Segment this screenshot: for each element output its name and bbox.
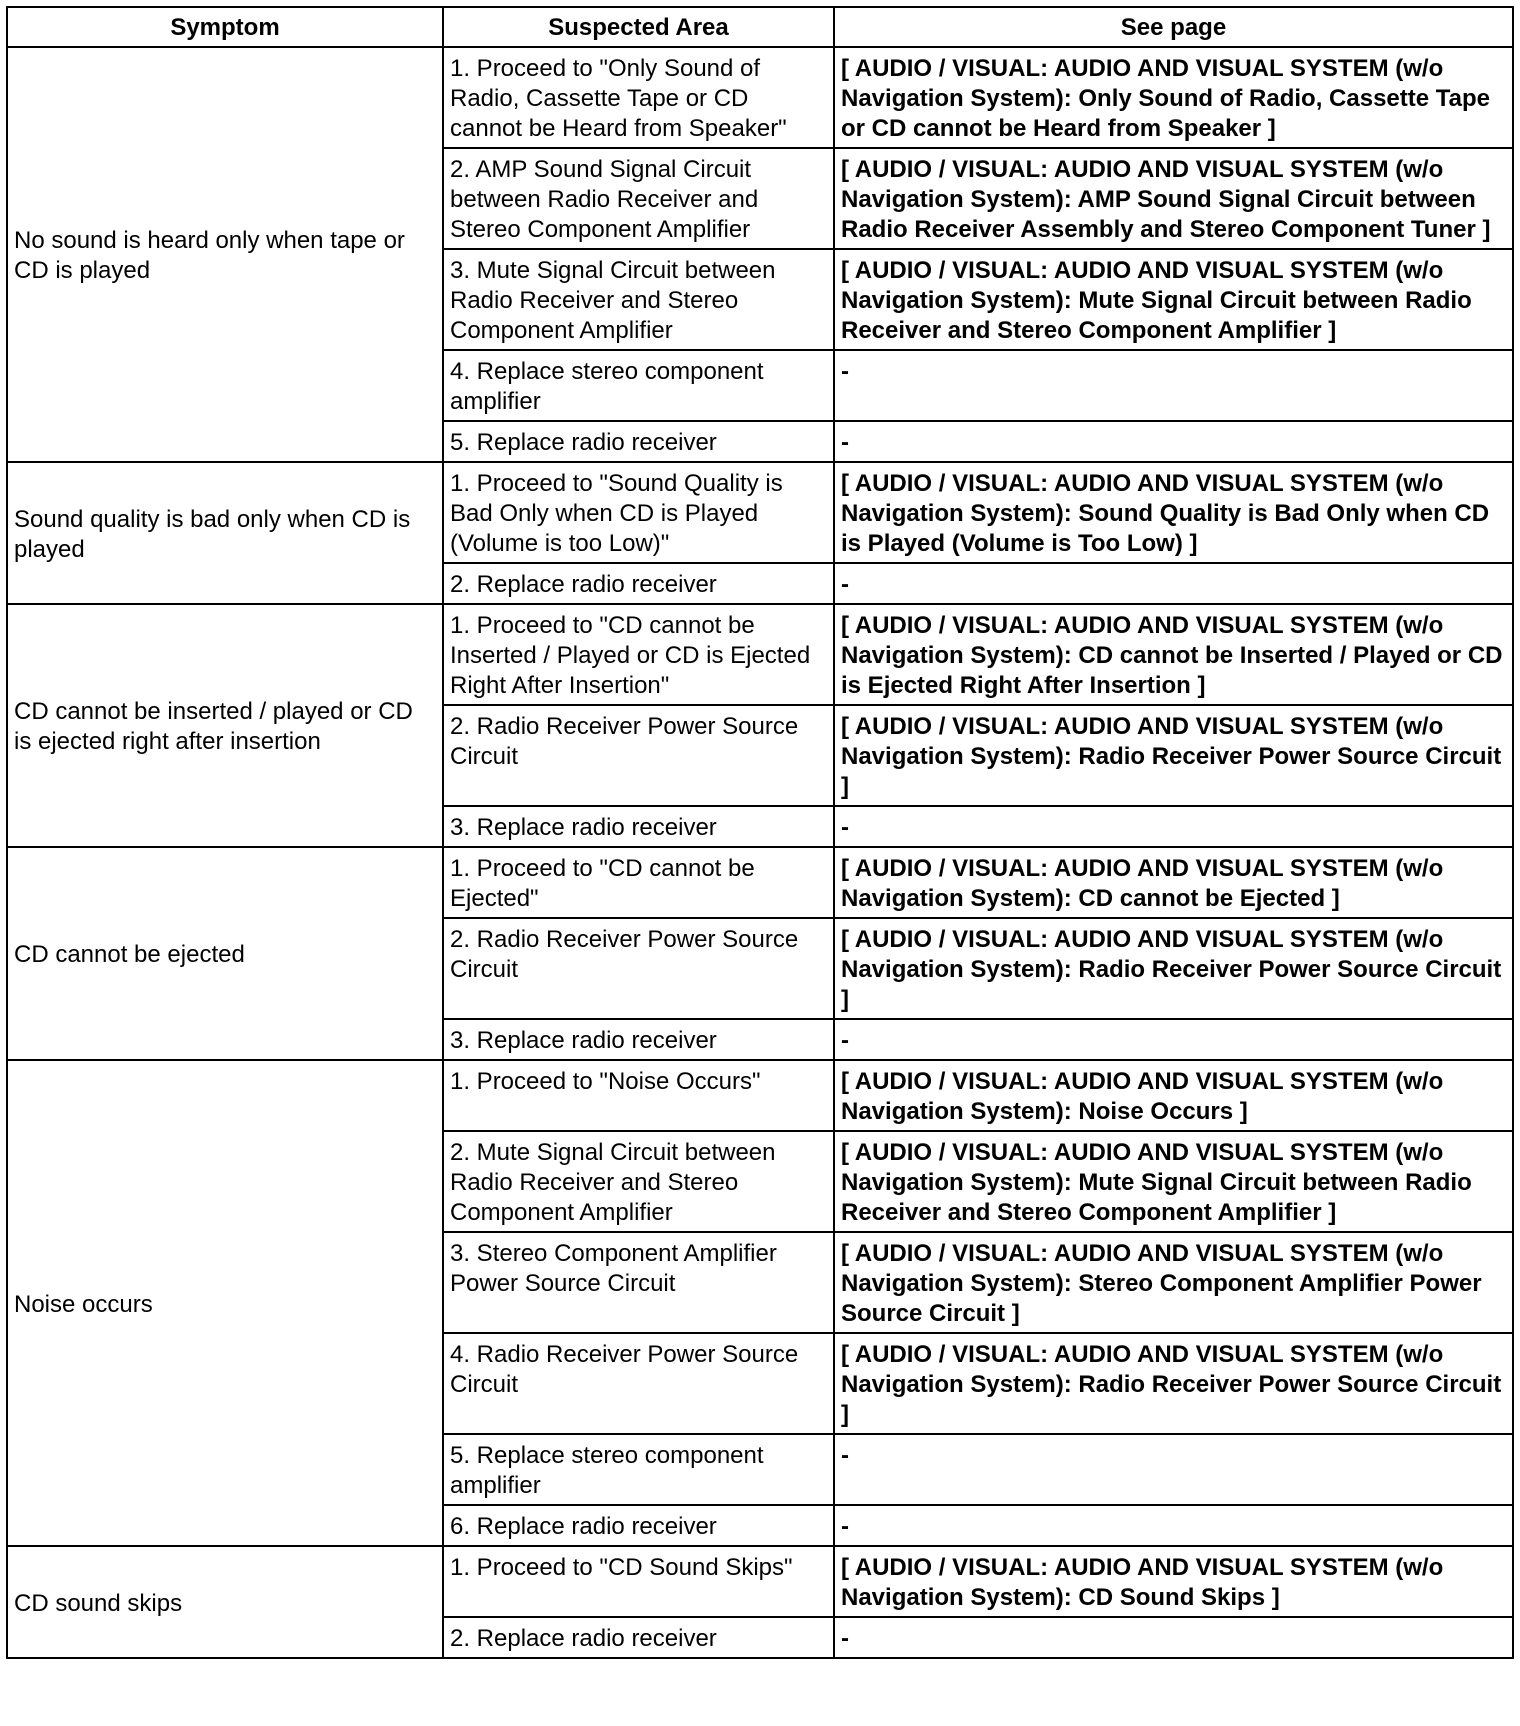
suspected-area-cell: 3. Replace radio receiver — [443, 806, 834, 847]
see-page-cell: - — [834, 1019, 1513, 1060]
suspected-area-cell: 2. Mute Signal Circuit between Radio Receiver and Stereo Component Amplifier — [443, 1131, 834, 1232]
see-page-link[interactable]: [ AUDIO / VISUAL: AUDIO AND VISUAL SYSTEM (w/o Navigation System): AMP Sound Signal Circuit between Radio Receiver Assembly and Stereo Component Tuner ] — [834, 148, 1513, 249]
symptom-cell: Sound quality is bad only when CD is played — [7, 462, 443, 604]
table-body — [7, 47, 1513, 1658]
suspected-area-cell: 3. Replace radio receiver — [443, 1019, 834, 1060]
header-symptom: Symptom — [7, 7, 443, 47]
suspected-area-cell: 1. Proceed to "Only Sound of Radio, Cassette Tape or CD cannot be Heard from Speaker" — [443, 47, 834, 148]
header-row — [7, 7, 1513, 47]
suspected-area-cell: 3. Mute Signal Circuit between Radio Receiver and Stereo Component Amplifier — [443, 249, 834, 350]
suspected-area-cell: 2. Radio Receiver Power Source Circuit — [443, 918, 834, 1019]
suspected-area-cell: 5. Replace radio receiver — [443, 421, 834, 462]
see-page-cell: - — [834, 1617, 1513, 1658]
symptom-cell: CD cannot be inserted / played or CD is ejected right after insertion — [7, 604, 443, 847]
suspected-area-cell: 4. Replace stereo component amplifier — [443, 350, 834, 421]
see-page-link[interactable]: [ AUDIO / VISUAL: AUDIO AND VISUAL SYSTEM (w/o Navigation System): Noise Occurs ] — [834, 1060, 1513, 1131]
see-page-link[interactable]: [ AUDIO / VISUAL: AUDIO AND VISUAL SYSTEM (w/o Navigation System): CD cannot be Inserted / Played or CD is Ejected Right After Insertion ] — [834, 604, 1513, 705]
see-page-cell: - — [834, 350, 1513, 421]
table-header — [7, 7, 1513, 47]
suspected-area-cell: 6. Replace radio receiver — [443, 1505, 834, 1546]
see-page-link[interactable]: [ AUDIO / VISUAL: AUDIO AND VISUAL SYSTEM (w/o Navigation System): Radio Receiver Power Source Circuit ] — [834, 705, 1513, 806]
suspected-area-cell: 2. Replace radio receiver — [443, 1617, 834, 1658]
see-page-cell: - — [834, 1434, 1513, 1505]
see-page-link[interactable]: [ AUDIO / VISUAL: AUDIO AND VISUAL SYSTEM (w/o Navigation System): CD cannot be Ejected ] — [834, 847, 1513, 918]
symptom-cell: Noise occurs — [7, 1060, 443, 1546]
suspected-area-cell: 1. Proceed to "CD Sound Skips" — [443, 1546, 834, 1617]
see-page-cell: - — [834, 421, 1513, 462]
header-suspected-area: Suspected Area — [443, 7, 834, 47]
suspected-area-cell: 1. Proceed to "Sound Quality is Bad Only when CD is Played (Volume is too Low)" — [443, 462, 834, 563]
suspected-area-cell: 1. Proceed to "CD cannot be Ejected" — [443, 847, 834, 918]
table-row — [7, 1546, 1513, 1617]
diagnosis-table — [6, 6, 1514, 1659]
suspected-area-cell: 3. Stereo Component Amplifier Power Source Circuit — [443, 1232, 834, 1333]
symptom-cell: CD cannot be ejected — [7, 847, 443, 1060]
header-see-page: See page — [834, 7, 1513, 47]
see-page-link[interactable]: [ AUDIO / VISUAL: AUDIO AND VISUAL SYSTEM (w/o Navigation System): Radio Receiver Power Source Circuit ] — [834, 1333, 1513, 1434]
suspected-area-cell: 1. Proceed to "CD cannot be Inserted / Played or CD is Ejected Right After Insertion" — [443, 604, 834, 705]
see-page-link[interactable]: [ AUDIO / VISUAL: AUDIO AND VISUAL SYSTEM (w/o Navigation System): Mute Signal Circuit between Radio Receiver and Stereo Component Amplifier ] — [834, 1131, 1513, 1232]
suspected-area-cell: 2. Replace radio receiver — [443, 563, 834, 604]
see-page-cell: - — [834, 1505, 1513, 1546]
see-page-cell: - — [834, 806, 1513, 847]
see-page-link[interactable]: [ AUDIO / VISUAL: AUDIO AND VISUAL SYSTEM (w/o Navigation System): Only Sound of Radio, Cassette Tape or CD cannot be Heard from Speaker ] — [834, 47, 1513, 148]
table-row — [7, 47, 1513, 148]
see-page-link[interactable]: [ AUDIO / VISUAL: AUDIO AND VISUAL SYSTEM (w/o Navigation System): Sound Quality is Bad Only when CD is Played (Volume is Too Low) ] — [834, 462, 1513, 563]
see-page-cell: - — [834, 563, 1513, 604]
table-row — [7, 462, 1513, 563]
suspected-area-cell: 4. Radio Receiver Power Source Circuit — [443, 1333, 834, 1434]
see-page-link[interactable]: [ AUDIO / VISUAL: AUDIO AND VISUAL SYSTEM (w/o Navigation System): Mute Signal Circuit between Radio Receiver and Stereo Component Amplifier ] — [834, 249, 1513, 350]
symptom-cell: No sound is heard only when tape or CD is played — [7, 47, 443, 462]
table-row — [7, 1060, 1513, 1131]
suspected-area-cell: 5. Replace stereo component amplifier — [443, 1434, 834, 1505]
suspected-area-cell: 2. Radio Receiver Power Source Circuit — [443, 705, 834, 806]
suspected-area-cell: 2. AMP Sound Signal Circuit between Radio Receiver and Stereo Component Amplifier — [443, 148, 834, 249]
see-page-link[interactable]: [ AUDIO / VISUAL: AUDIO AND VISUAL SYSTEM (w/o Navigation System): Radio Receiver Power Source Circuit ] — [834, 918, 1513, 1019]
see-page-link[interactable]: [ AUDIO / VISUAL: AUDIO AND VISUAL SYSTEM (w/o Navigation System): Stereo Component Amplifier Power Source Circuit ] — [834, 1232, 1513, 1333]
suspected-area-cell: 1. Proceed to "Noise Occurs" — [443, 1060, 834, 1131]
table-row — [7, 604, 1513, 705]
see-page-link[interactable]: [ AUDIO / VISUAL: AUDIO AND VISUAL SYSTEM (w/o Navigation System): CD Sound Skips ] — [834, 1546, 1513, 1617]
table-row — [7, 847, 1513, 918]
symptom-cell: CD sound skips — [7, 1546, 443, 1658]
